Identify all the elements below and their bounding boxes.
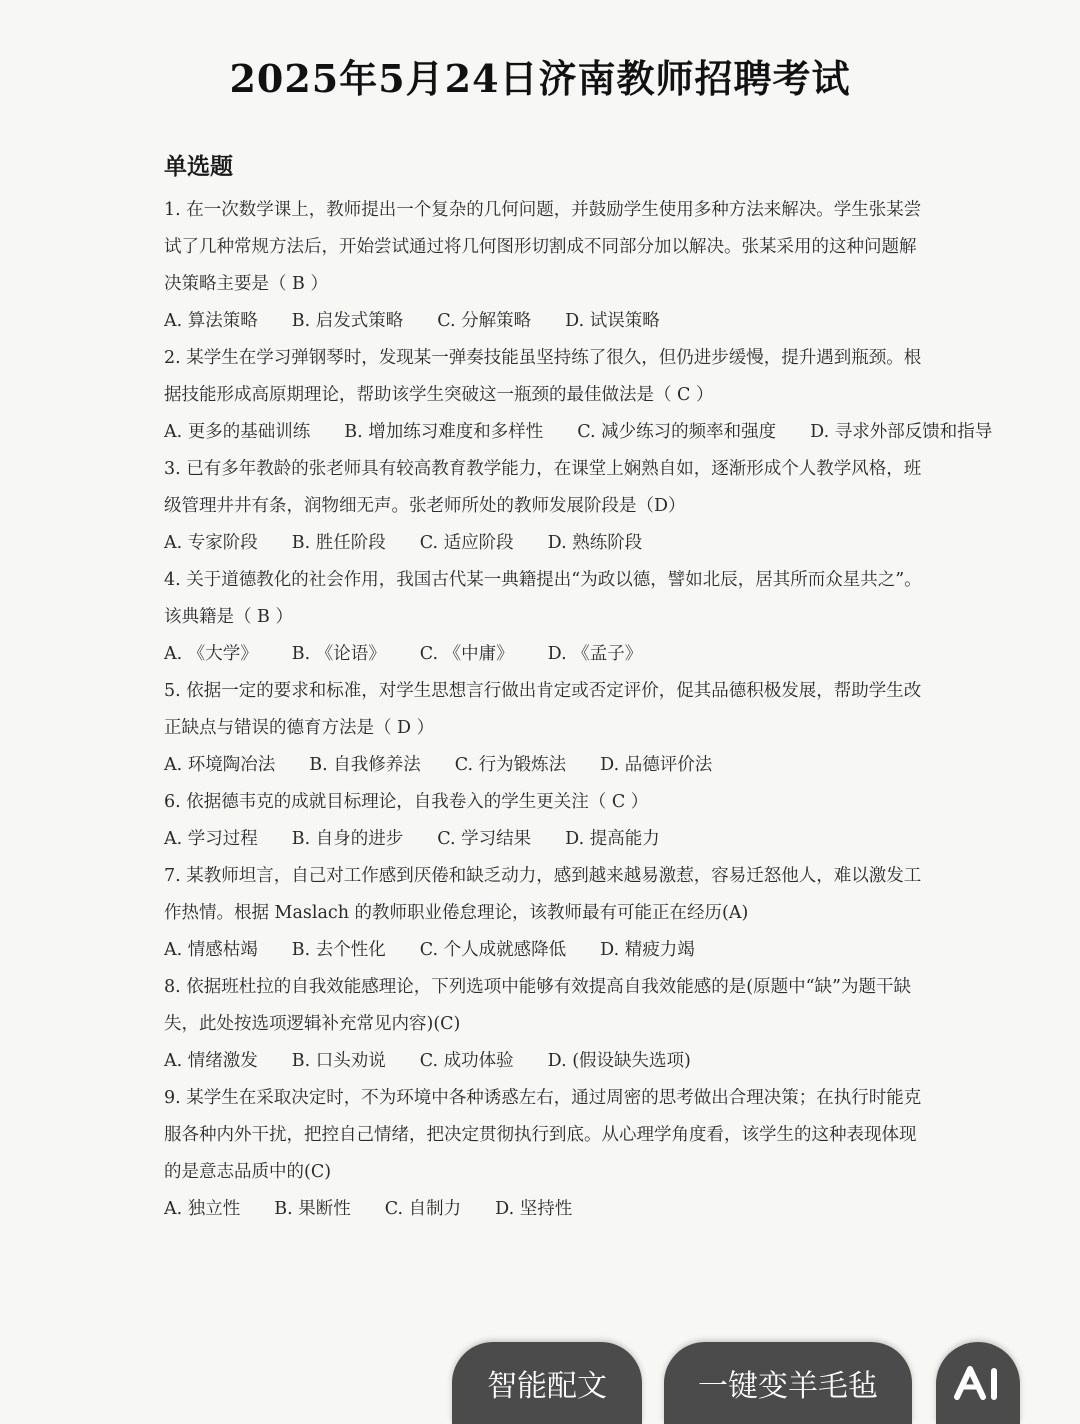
answer-option: C. 个人成就感降低 bbox=[419, 940, 567, 960]
answer-option: D. 试误策略 bbox=[565, 311, 660, 331]
question-stem: 1. 在一次数学课上，教师提出一个复杂的几何问题，并鼓励学生使用多种方法来解决。学生张某尝试了几种常规方法后，开始尝试通过将几何图形切割成不同部分加以解决。张某采用的这种问题解决策略主要是（ B ） bbox=[164, 200, 922, 294]
answer-options bbox=[164, 636, 924, 673]
answer-options bbox=[164, 747, 924, 784]
section-heading: 单选题 bbox=[164, 153, 233, 180]
ai-button[interactable] bbox=[936, 1342, 1020, 1424]
answer-options bbox=[164, 525, 924, 562]
question-list bbox=[164, 192, 993, 1228]
answer-option: A. 独立性 bbox=[164, 1199, 241, 1219]
answer-option: B. 口头劝说 bbox=[291, 1051, 386, 1071]
answer-option: C. 分解策略 bbox=[437, 311, 532, 331]
answer-option: D. 品德评价法 bbox=[600, 755, 713, 775]
answer-options bbox=[164, 932, 924, 969]
question-stem: 2. 某学生在学习弹钢琴时，发现某一弹奏技能虽坚持练了很久，但仍进步缓慢，提升遇到瓶颈。根据技能形成高原期理论，帮助该学生突破这一瓶颈的最佳做法是（ C ） bbox=[164, 348, 922, 405]
question-item bbox=[164, 192, 924, 340]
document-title: 2025年5月24日济南教师招聘考试 bbox=[229, 56, 851, 101]
answer-option: C. 行为锻炼法 bbox=[454, 755, 567, 775]
answer-option: B. 启发式策略 bbox=[291, 311, 404, 331]
answer-options bbox=[164, 414, 993, 451]
answer-option: C. 《中庸》 bbox=[419, 644, 514, 664]
smart-caption-button[interactable] bbox=[452, 1342, 642, 1424]
answer-option: A. 学习过程 bbox=[164, 829, 258, 849]
answer-option: D. 寻求外部反馈和指导 bbox=[810, 422, 993, 442]
felt-style-label: 一键变羊毛毡 bbox=[698, 1369, 878, 1404]
answer-option: A. 《大学》 bbox=[164, 644, 258, 664]
answer-option: D. 《孟子》 bbox=[547, 644, 643, 664]
answer-option: D. 提高能力 bbox=[565, 829, 660, 849]
question-item bbox=[164, 451, 924, 562]
answer-option: A. 环境陶冶法 bbox=[164, 755, 276, 775]
answer-option: C. 学习结果 bbox=[437, 829, 532, 849]
question-stem: 9. 某学生在采取决定时，不为环境中各种诱惑左右，通过周密的思考做出合理决策；在执行时能克服各种内外干扰，把控自己情绪，把决定贯彻执行到底。从心理学角度看，该学生的这种表现体现的是意志品质中的(C) bbox=[164, 1088, 922, 1182]
question-stem: 8. 依据班杜拉的自我效能感理论，下列选项中能够有效提高自我效能感的是(原题中“缺”为题干缺失，此处按选项逻辑补充常见内容)(C) bbox=[164, 977, 911, 1034]
answer-options bbox=[164, 1191, 924, 1228]
answer-options bbox=[164, 1043, 924, 1080]
question-item bbox=[164, 562, 924, 673]
answer-option: B. 自身的进步 bbox=[291, 829, 404, 849]
answer-option: B. 果断性 bbox=[274, 1199, 351, 1219]
answer-option: A. 情绪激发 bbox=[164, 1051, 258, 1071]
answer-option: C. 自制力 bbox=[384, 1199, 462, 1219]
smart-caption-label: 智能配文 bbox=[487, 1369, 607, 1404]
answer-option: D. 精疲力竭 bbox=[600, 940, 695, 960]
question-stem: 4. 关于道德教化的社会作用，我国古代某一典籍提出“为政以德，譬如北辰，居其所而众星共之”。该典籍是（ B ） bbox=[164, 570, 922, 627]
answer-option: C. 减少练习的频率和强度 bbox=[577, 422, 777, 442]
felt-style-button[interactable] bbox=[664, 1342, 912, 1424]
answer-option: A. 专家阶段 bbox=[164, 533, 258, 553]
answer-option: C. 适应阶段 bbox=[419, 533, 514, 553]
answer-option: A. 情感枯竭 bbox=[164, 940, 258, 960]
question-item bbox=[164, 340, 993, 451]
answer-option: B. 《论语》 bbox=[291, 644, 386, 664]
answer-option: A. 算法策略 bbox=[164, 311, 258, 331]
question-stem: 6. 依据德韦克的成就目标理论，自我卷入的学生更关注（ C ） bbox=[164, 792, 649, 812]
question-item bbox=[164, 858, 924, 969]
answer-option: B. 胜任阶段 bbox=[291, 533, 386, 553]
answer-option: D. 坚持性 bbox=[495, 1199, 573, 1219]
answer-option: A. 更多的基础训练 bbox=[164, 422, 311, 442]
answer-option: B. 去个性化 bbox=[291, 940, 386, 960]
question-item bbox=[164, 1080, 924, 1228]
answer-option: C. 成功体验 bbox=[419, 1051, 514, 1071]
question-item bbox=[164, 673, 924, 784]
question-stem: 7. 某教师坦言，自己对工作感到厌倦和缺乏动力，感到越来越易激惹，容易迁怒他人，难以激发工作热情。根据 Maslach 的教师职业倦怠理论，该教师最有可能正在经历(A) bbox=[164, 866, 922, 923]
answer-options bbox=[164, 303, 924, 340]
answer-option: B. 自我修养法 bbox=[309, 755, 421, 775]
answer-option: D. 熟练阶段 bbox=[547, 533, 643, 553]
question-stem: 5. 依据一定的要求和标准，对学生思想言行做出肯定或否定评价，促其品德积极发展，帮助学生改正缺点与错误的德育方法是（ D ） bbox=[164, 681, 922, 738]
ai-icon bbox=[953, 1365, 1003, 1401]
answer-options bbox=[164, 821, 924, 858]
answer-option: B. 增加练习难度和多样性 bbox=[344, 422, 544, 442]
answer-option: D. (假设缺失选项) bbox=[547, 1051, 691, 1071]
question-item bbox=[164, 784, 924, 858]
question-item bbox=[164, 969, 924, 1080]
question-stem: 3. 已有多年教龄的张老师具有较高教育教学能力，在课堂上娴熟自如，逐渐形成个人教学风格，班级管理井井有条，润物细无声。张老师所处的教师发展阶段是（D） bbox=[164, 459, 922, 516]
